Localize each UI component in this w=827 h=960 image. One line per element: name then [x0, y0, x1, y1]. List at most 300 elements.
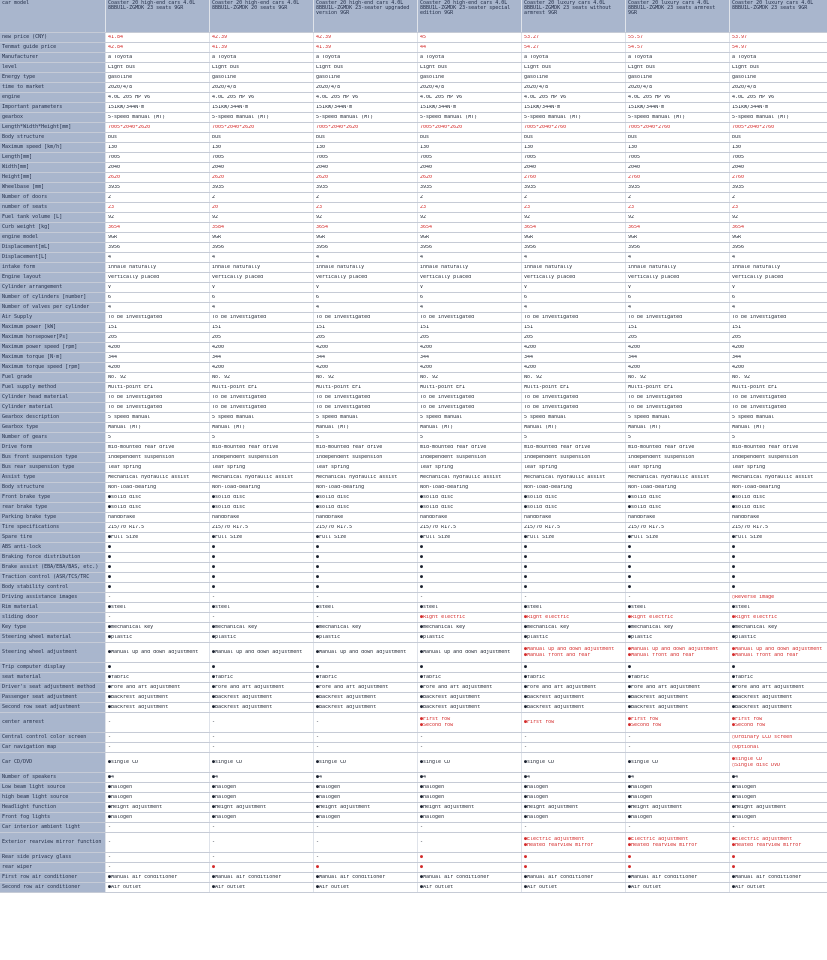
spec-value-line: 7005 — [732, 154, 745, 160]
spec-value — [626, 403, 730, 413]
spec-value — [522, 863, 626, 873]
spec-value-line: ●Height adjustment — [524, 804, 579, 810]
spec-row — [0, 673, 827, 683]
spec-value-line: ●Manual up and down adjustment — [628, 647, 719, 653]
spec-value — [106, 633, 210, 643]
spec-value-line: 44 — [420, 44, 427, 50]
spec-value-line: leaf spring — [732, 464, 766, 470]
spec-value-line: No. 92 — [732, 374, 751, 380]
spec-value-line: ●Air outlet — [628, 884, 662, 890]
param-label: Low beam light source — [0, 783, 106, 793]
spec-value-line: mid-mounted rear drive — [212, 444, 279, 450]
spec-value — [314, 133, 418, 143]
spec-value-line: 7005 — [628, 154, 641, 160]
param-label: Maximum torque speed [rpm] — [0, 363, 106, 373]
spec-value — [418, 803, 522, 813]
spec-value — [730, 743, 827, 753]
spec-value-line: 4.0L 205 HP V6 — [420, 94, 463, 100]
spec-value — [626, 263, 730, 273]
spec-value-line: - — [212, 614, 216, 620]
spec-value-line: 4 — [108, 304, 112, 310]
spec-value — [522, 743, 626, 753]
spec-value-line: ●Backrest adjustment — [108, 694, 169, 700]
spec-value-line: ●Manual up and down adjustment — [732, 647, 823, 653]
spec-value — [314, 663, 418, 673]
spec-value-line: To be investigated — [524, 394, 579, 400]
spec-value — [210, 183, 314, 193]
spec-value-line: To be investigated — [420, 404, 475, 410]
spec-value — [522, 113, 626, 123]
param-label: Cylinder head material — [0, 393, 106, 403]
spec-row — [0, 643, 827, 663]
spec-value — [626, 793, 730, 803]
spec-value-line: ● — [316, 544, 320, 550]
spec-value — [626, 813, 730, 823]
spec-value-line: 2040 — [420, 164, 433, 170]
spec-value-line: 215/70 R17.5 — [732, 524, 769, 530]
spec-value — [418, 363, 522, 373]
spec-value-line: inhale naturally — [212, 264, 261, 270]
spec-value — [730, 403, 827, 413]
spec-value — [626, 153, 730, 163]
spec-value — [626, 873, 730, 883]
spec-value — [106, 543, 210, 553]
spec-value — [418, 523, 522, 533]
spec-value — [314, 823, 418, 833]
spec-value-line: V — [732, 284, 736, 290]
spec-row — [0, 733, 827, 743]
spec-value-line: ● — [628, 554, 632, 560]
spec-value-line: 2020/4/8 — [732, 84, 757, 90]
spec-value — [418, 33, 522, 43]
spec-value — [730, 663, 827, 673]
spec-value-line: Light bus — [420, 64, 448, 70]
param-label: Cylinder arrangement — [0, 283, 106, 293]
spec-value — [730, 413, 827, 423]
spec-value — [106, 663, 210, 673]
spec-value-line: 2040 — [628, 164, 641, 170]
spec-value — [418, 153, 522, 163]
param-label: Headlight function — [0, 803, 106, 813]
spec-value-line: ○Reverse image — [732, 594, 775, 600]
spec-row — [0, 333, 827, 343]
spec-value-line: independent suspension — [316, 454, 383, 460]
spec-value — [522, 583, 626, 593]
spec-value — [730, 693, 827, 703]
spec-value — [730, 293, 827, 303]
spec-value-line: ●plastic — [212, 634, 237, 640]
spec-value-line: V — [524, 284, 528, 290]
spec-value-line: 151 — [108, 324, 118, 330]
spec-value — [418, 493, 522, 503]
spec-value — [210, 703, 314, 713]
spec-value — [314, 223, 418, 233]
spec-value-line: ●halogen — [108, 814, 133, 820]
spec-value-line: 215/70 R17.5 — [212, 524, 249, 530]
spec-value-line: ●fabric — [732, 674, 754, 680]
spec-value — [106, 853, 210, 863]
spec-value-line: ●4 — [628, 774, 635, 780]
spec-value — [106, 123, 210, 133]
spec-row — [0, 783, 827, 793]
param-label: new price (CNY) — [0, 33, 106, 43]
spec-value-line: gasoline — [108, 74, 133, 80]
spec-row — [0, 613, 827, 623]
spec-value — [730, 183, 827, 193]
spec-value-line: ●Height adjustment — [212, 804, 267, 810]
spec-row — [0, 343, 827, 353]
spec-value-line: ● — [628, 564, 632, 570]
spec-row — [0, 423, 827, 433]
spec-row — [0, 143, 827, 153]
spec-value — [522, 243, 626, 253]
spec-value — [106, 303, 210, 313]
spec-value-line: 9GR — [316, 234, 326, 240]
spec-value — [314, 293, 418, 303]
spec-value-line: 215/70 R17.5 — [316, 524, 353, 530]
spec-value-line: 9GR — [524, 234, 534, 240]
spec-value — [522, 423, 626, 433]
spec-value-line: ●Backrest adjustment — [212, 704, 273, 710]
spec-value — [730, 553, 827, 563]
spec-value-line: To be investigated — [108, 314, 163, 320]
spec-value-line: ●4 — [316, 774, 323, 780]
param-label: Rim material — [0, 603, 106, 613]
spec-value-line: No. 92 — [628, 374, 647, 380]
param-label: Body stability control — [0, 583, 106, 593]
spec-value — [210, 473, 314, 483]
spec-value-line: ●halogen — [212, 784, 237, 790]
spec-value — [522, 73, 626, 83]
spec-value-line: vertically placed — [212, 274, 264, 280]
spec-value — [626, 333, 730, 343]
spec-value — [314, 543, 418, 553]
model-header: Coaster 20 high-end cars 4.0L 8BBU1L-ZGMDK 23 seats 9GR — [106, 0, 210, 33]
spec-value-line: ●halogen — [628, 794, 653, 800]
spec-value — [730, 353, 827, 363]
spec-value-line: 130 — [524, 144, 534, 150]
spec-value-line: a Toyota — [524, 54, 549, 60]
spec-value — [730, 363, 827, 373]
spec-value-line: ●Fore and aft adjustment — [212, 684, 285, 690]
spec-value-line: ●Full Size — [732, 534, 763, 540]
spec-value — [730, 583, 827, 593]
spec-value — [210, 643, 314, 663]
spec-value — [418, 203, 522, 213]
spec-value — [210, 193, 314, 203]
spec-value-line: ●Manual up and down adjustment — [316, 649, 407, 655]
spec-value-line: 4200 — [732, 364, 745, 370]
param-label: Braking force distribution — [0, 553, 106, 563]
spec-value-line: ●halogen — [628, 814, 653, 820]
spec-value-line: ● — [732, 564, 736, 570]
spec-value-line: ●solid disc — [108, 504, 142, 510]
spec-value — [314, 203, 418, 213]
spec-value — [522, 413, 626, 423]
spec-value-line: ●Full Size — [420, 534, 451, 540]
spec-value — [522, 163, 626, 173]
spec-value — [314, 803, 418, 813]
spec-value — [730, 673, 827, 683]
spec-value — [730, 683, 827, 693]
spec-value — [522, 683, 626, 693]
spec-value — [418, 393, 522, 403]
spec-value — [210, 533, 314, 543]
spec-value-line: mid-mounted rear drive — [628, 444, 695, 450]
spec-value-line: Light bus — [628, 64, 656, 70]
spec-value — [106, 613, 210, 623]
spec-value-line: - — [524, 744, 528, 750]
spec-value-line: vertically placed — [108, 274, 160, 280]
spec-row — [0, 183, 827, 193]
param-label: Trip computer display — [0, 663, 106, 673]
param-label: high beam light source — [0, 793, 106, 803]
spec-value — [210, 553, 314, 563]
spec-value — [106, 83, 210, 93]
spec-value — [522, 263, 626, 273]
spec-value — [418, 673, 522, 683]
spec-value — [522, 43, 626, 53]
spec-value — [730, 153, 827, 163]
spec-value-line: 7005 — [420, 154, 433, 160]
spec-value — [730, 123, 827, 133]
spec-value — [522, 93, 626, 103]
spec-value-line: Light bus — [108, 64, 136, 70]
spec-value-line: ●single CD — [108, 759, 139, 765]
spec-value — [314, 753, 418, 773]
spec-value — [210, 373, 314, 383]
spec-value — [626, 823, 730, 833]
spec-value-line: ●solid disc — [212, 494, 246, 500]
spec-value — [418, 733, 522, 743]
spec-value — [314, 443, 418, 453]
spec-value — [626, 713, 730, 733]
param-label: center armrest — [0, 713, 106, 733]
spec-value-line: 151 — [316, 324, 326, 330]
spec-value-line: ●solid disc — [212, 504, 246, 510]
spec-value — [730, 833, 827, 853]
spec-value-line: ●single CD — [732, 757, 763, 763]
param-label: Assist type — [0, 473, 106, 483]
spec-value-line: leaf spring — [524, 464, 558, 470]
spec-value — [418, 583, 522, 593]
param-label: Body structure — [0, 133, 106, 143]
spec-value — [626, 623, 730, 633]
spec-value-line: 4200 — [420, 344, 433, 350]
spec-value — [418, 383, 522, 393]
spec-value — [418, 343, 522, 353]
spec-value-line: - — [732, 824, 736, 830]
spec-value — [730, 163, 827, 173]
spec-value — [418, 413, 522, 423]
spec-value-line: 205 — [212, 334, 222, 340]
spec-value-line: 130 — [420, 144, 430, 150]
spec-value-line: 344 — [420, 354, 430, 360]
spec-value-line: ●Second row — [420, 722, 454, 728]
spec-value-line: No. 92 — [212, 374, 231, 380]
model-header: Coaster 20 luxury cars 4.0L 8BBU1L-ZGMDK 23 seats without armrest 9GR — [522, 0, 626, 33]
spec-value-line: 215/70 R17.5 — [628, 524, 665, 530]
spec-value-line: bus — [420, 134, 430, 140]
param-label: intake form — [0, 263, 106, 273]
spec-value — [418, 683, 522, 693]
spec-value-line: Mechanical hydraulic assist — [420, 474, 502, 480]
spec-row — [0, 93, 827, 103]
spec-value-line: 92 — [316, 214, 323, 220]
spec-value-line: 7005*2040*2620 — [420, 124, 463, 130]
spec-value-line: 3935 — [108, 184, 121, 190]
spec-value-line: bus — [212, 134, 222, 140]
spec-value — [106, 433, 210, 443]
spec-value-line: 2620 — [212, 174, 225, 180]
spec-value-line: - — [108, 719, 112, 725]
spec-value-line: 53.97 — [732, 34, 748, 40]
spec-value-line: bus — [524, 134, 534, 140]
spec-value — [626, 463, 730, 473]
spec-value-line: ●Manual up and down adjustment — [212, 649, 303, 655]
spec-value — [626, 643, 730, 663]
spec-value-line: 151kW/344N·m — [316, 104, 353, 110]
spec-value — [210, 253, 314, 263]
spec-value-line: 54.27 — [524, 44, 540, 50]
spec-value — [314, 143, 418, 153]
spec-value — [626, 233, 730, 243]
spec-value-line: 5 — [420, 434, 424, 440]
spec-value — [522, 273, 626, 283]
spec-row — [0, 663, 827, 673]
spec-value — [314, 343, 418, 353]
spec-value — [522, 593, 626, 603]
spec-value-line: ●plastic — [108, 634, 133, 640]
spec-value — [106, 383, 210, 393]
spec-value-line: ● — [628, 864, 632, 870]
spec-value-line: ●solid disc — [420, 504, 454, 510]
spec-value-line: 7005*2040*2760 — [524, 124, 567, 130]
spec-value-line: ●Right electric — [628, 614, 674, 620]
spec-value-line: 4 — [524, 304, 528, 310]
spec-value — [106, 883, 210, 893]
spec-value-line: ● — [524, 854, 528, 860]
spec-value-line: Non-load-bearing — [108, 484, 157, 490]
spec-row — [0, 163, 827, 173]
spec-value — [522, 403, 626, 413]
spec-value — [210, 63, 314, 73]
spec-value — [210, 743, 314, 753]
spec-value — [106, 203, 210, 213]
spec-value-line: Non-load-bearing — [420, 484, 469, 490]
spec-value — [730, 313, 827, 323]
spec-value — [522, 313, 626, 323]
spec-value — [626, 673, 730, 683]
spec-value-line: inhale naturally — [628, 264, 677, 270]
spec-value-line: ●Backrest adjustment — [212, 694, 273, 700]
spec-value-line: Manual (MT) — [212, 424, 246, 430]
spec-row — [0, 203, 827, 213]
param-label: rear wiper — [0, 863, 106, 873]
spec-value-line: ● — [420, 564, 424, 570]
spec-value-line: handbrake — [524, 514, 552, 520]
spec-value-line: 2040 — [732, 164, 745, 170]
spec-value-line: ●Height adjustment — [420, 804, 475, 810]
spec-value — [522, 573, 626, 583]
spec-value — [314, 483, 418, 493]
spec-value-line: ●plastic — [628, 634, 653, 640]
spec-value — [730, 883, 827, 893]
spec-value-line: ● — [420, 554, 424, 560]
spec-value — [106, 133, 210, 143]
spec-row — [0, 513, 827, 523]
spec-value — [418, 243, 522, 253]
spec-value-line: gasoline — [732, 74, 757, 80]
spec-value — [626, 283, 730, 293]
spec-value-line: 2 — [420, 194, 424, 200]
spec-value — [730, 853, 827, 863]
spec-row — [0, 123, 827, 133]
spec-value-line: leaf spring — [628, 464, 662, 470]
spec-value — [314, 553, 418, 563]
spec-value-line: ●Manual up and down adjustment — [524, 647, 615, 653]
spec-value — [522, 213, 626, 223]
spec-value — [418, 743, 522, 753]
spec-value-line: ●Air outlet — [524, 884, 558, 890]
spec-row — [0, 433, 827, 443]
spec-value — [210, 383, 314, 393]
spec-value-line: - — [316, 719, 320, 725]
spec-value — [106, 163, 210, 173]
spec-value — [730, 793, 827, 803]
spec-value-line: 5-speed manual (MT) — [316, 114, 374, 120]
spec-value — [106, 683, 210, 693]
spec-value-line: ●Electric adjustment — [628, 837, 689, 843]
spec-value-line: 5-speed manual (MT) — [212, 114, 270, 120]
spec-value-line: ○Ordinary LCD screen — [732, 734, 793, 740]
spec-value-line: ● — [732, 864, 736, 870]
spec-value-line: 42.39 — [316, 34, 332, 40]
spec-value — [626, 563, 730, 573]
spec-value-line: 2760 — [524, 174, 537, 180]
spec-value — [626, 183, 730, 193]
spec-row — [0, 823, 827, 833]
spec-value-line: ●4 — [212, 774, 219, 780]
spec-value-line: ●Manual front and rear — [524, 652, 591, 658]
spec-value — [522, 623, 626, 633]
spec-value — [626, 413, 730, 423]
spec-value-line: 4 — [316, 254, 320, 260]
spec-value-line: ●solid disc — [108, 494, 142, 500]
spec-value — [210, 93, 314, 103]
spec-value — [210, 633, 314, 643]
spec-row — [0, 303, 827, 313]
spec-value — [314, 493, 418, 503]
spec-row — [0, 873, 827, 883]
spec-value — [522, 83, 626, 93]
spec-value-line: bus — [732, 134, 742, 140]
spec-value — [522, 833, 626, 853]
spec-row — [0, 453, 827, 463]
spec-value-line: 55.57 — [628, 34, 644, 40]
spec-value — [626, 613, 730, 623]
spec-value — [210, 303, 314, 313]
spec-row — [0, 133, 827, 143]
spec-value-line: 4200 — [108, 344, 121, 350]
spec-value-line: 6 — [316, 294, 320, 300]
spec-value-line: - — [212, 594, 216, 600]
spec-value-line: 92 — [212, 214, 219, 220]
spec-value-line: 42.39 — [212, 34, 228, 40]
param-label: Bus front suspension type — [0, 453, 106, 463]
spec-value-line: 7005*2040*2620 — [108, 124, 151, 130]
spec-value-line: ● — [212, 564, 216, 570]
